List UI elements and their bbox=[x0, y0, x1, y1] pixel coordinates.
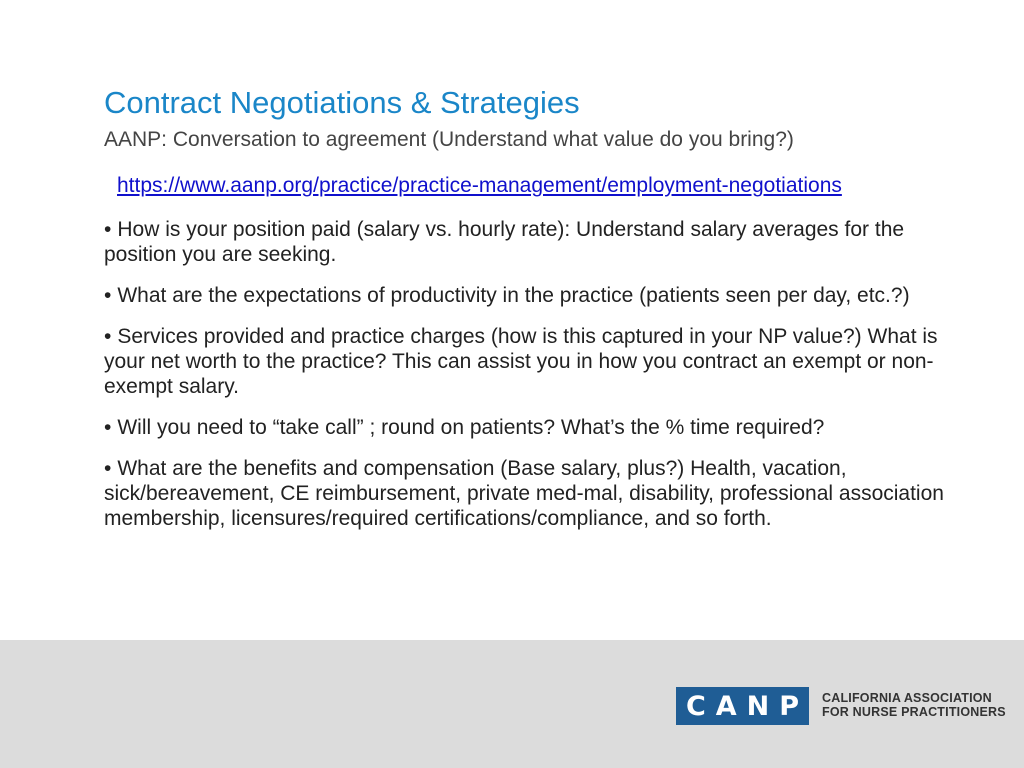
bullet-item bbox=[104, 283, 974, 308]
bullet-item bbox=[104, 415, 974, 440]
slide-subtitle: AANP: Conversation to agreement (Understand what value do you bring?) bbox=[104, 128, 794, 151]
bullet-text: Will you need to “take call” ; round on patients? What’s the % time required? bbox=[117, 416, 825, 439]
bullet-item bbox=[104, 324, 974, 399]
bullet-dot: • bbox=[104, 416, 112, 439]
canp-logo-text: CANP bbox=[685, 690, 810, 722]
bullet-text: Services provided and practice charges (how is this captured in your NP value?) What is your net worth to the practice? This can assist you in how you contract an exempt or non-exempt salary. bbox=[104, 325, 938, 398]
bullet-item bbox=[104, 456, 974, 531]
bullet-dot: • bbox=[104, 457, 112, 480]
bullet-dot: • bbox=[104, 284, 112, 307]
slide-title: Contract Negotiations & Strategies bbox=[104, 85, 580, 120]
canp-logo bbox=[676, 687, 809, 725]
bullet-text: What are the benefits and compensation (Base salary, plus?) Health, vacation, sick/bereavement, CE reimbursement, private med-mal, disability, professional association membership, licensures/required certifications/compliance, and so forth. bbox=[104, 457, 944, 530]
bullet-list bbox=[104, 217, 974, 531]
bullet-text: What are the expectations of productivity in the practice (patients seen per day, etc.?) bbox=[117, 284, 910, 307]
bullet-dot: • bbox=[104, 325, 112, 348]
bullet-item bbox=[104, 217, 974, 267]
slide-content bbox=[104, 85, 974, 547]
organization-name bbox=[822, 691, 1006, 719]
link-row bbox=[104, 173, 974, 201]
aanp-negotiations-link[interactable]: https://www.aanp.org/practice/practice-management/employment-negotiations bbox=[117, 174, 842, 197]
organization-name-line-1: CALIFORNIA ASSOCIATION bbox=[822, 691, 992, 705]
bullet-dot: • bbox=[104, 218, 112, 241]
bullet-text: How is your position paid (salary vs. hourly rate): Understand salary averages for the position you are seeking. bbox=[104, 218, 905, 266]
organization-name-line-2: FOR NURSE PRACTITIONERS bbox=[822, 705, 1006, 719]
